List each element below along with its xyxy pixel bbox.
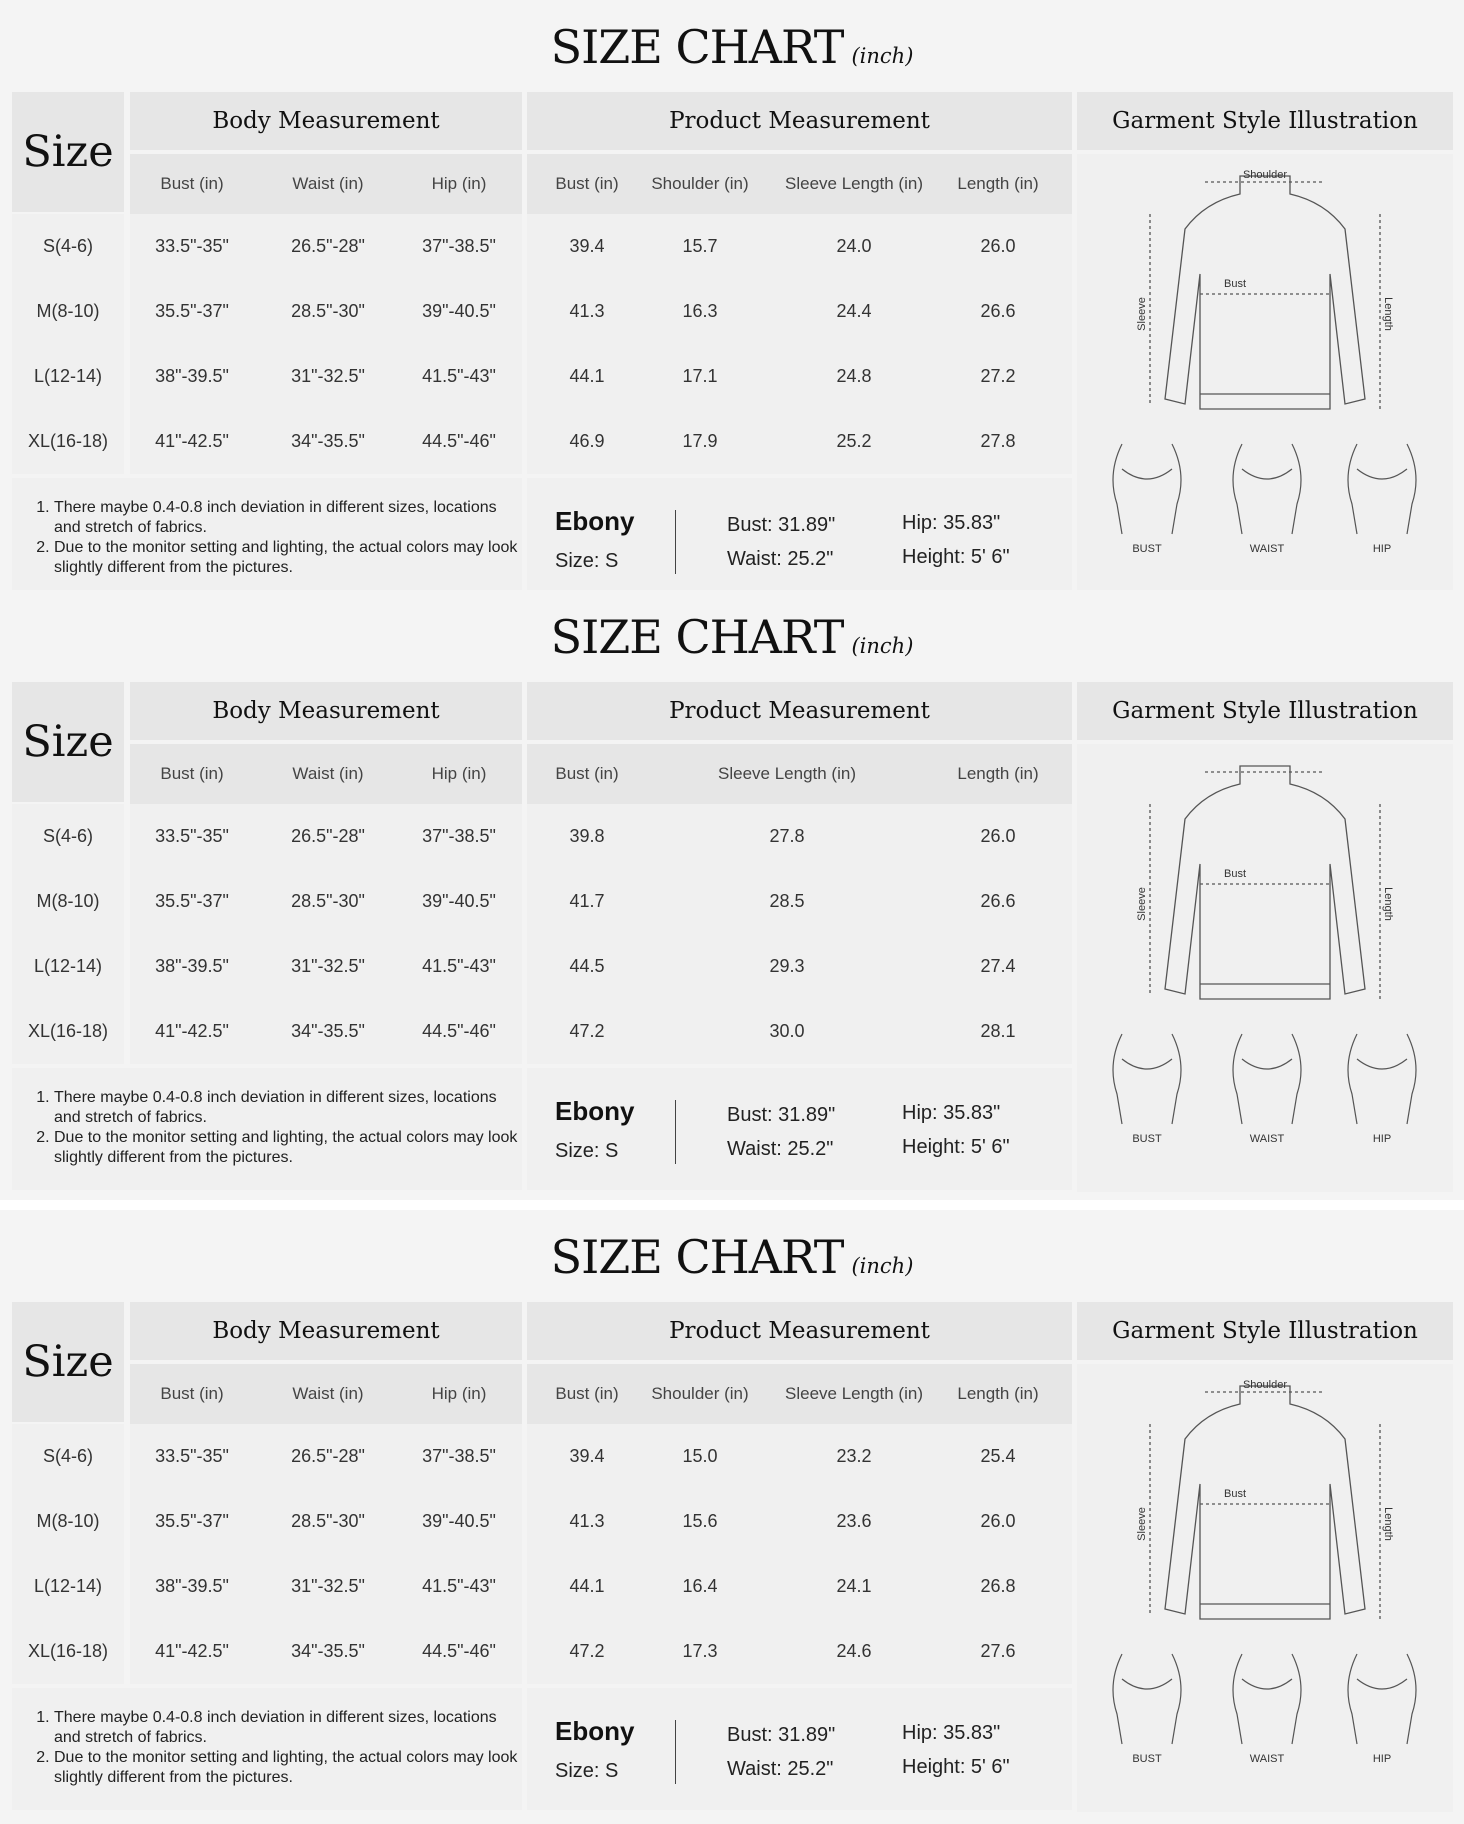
body-value: 38"-39.5" — [155, 956, 229, 976]
size-label: S(4-6) — [42, 1446, 94, 1466]
product-value: 25.4 — [980, 1446, 1016, 1466]
body-value: 44.5"-46" — [422, 1021, 496, 1041]
product-value: 24.8 — [836, 366, 872, 386]
body-value: 44.5"-46" — [422, 431, 496, 451]
size-label: XL(16-18) — [27, 1021, 109, 1041]
figure-label: WAIST — [1249, 543, 1285, 555]
body-measurement-header: Body Measurement — [130, 1302, 522, 1360]
product-column-label: Length (in) — [957, 764, 1039, 783]
product-value: 39.8 — [569, 826, 605, 846]
sweatshirt-outline — [1165, 176, 1365, 409]
product-value: 47.2 — [569, 1641, 605, 1661]
figure-outline — [1348, 1654, 1416, 1744]
chart-unit: (inch) — [851, 44, 914, 68]
product-value: 17.1 — [682, 366, 718, 386]
body-column-label: Waist (in) — [292, 174, 364, 193]
product-value: 15.6 — [682, 1511, 718, 1531]
product-value: 29.3 — [769, 956, 805, 976]
figure-outline — [1233, 1654, 1301, 1744]
model-name: Ebony — [555, 1096, 635, 1126]
body-value: 34"-35.5" — [291, 1641, 365, 1661]
product-value: 41.3 — [569, 301, 605, 321]
product-value: 41.7 — [569, 891, 605, 911]
sweatshirt-outline — [1165, 766, 1365, 999]
product-column-label: Sleeve Length (in) — [785, 1384, 923, 1403]
model-size: Size: S — [555, 1140, 619, 1162]
bust-figure — [1113, 444, 1181, 555]
model-height: Height: 5' 6" — [902, 546, 1010, 568]
body-value: 28.5"-30" — [291, 1511, 365, 1531]
body-value: 35.5"-37" — [155, 1511, 229, 1531]
product-value: 24.6 — [836, 1641, 872, 1661]
size-label: XL(16-18) — [27, 1641, 109, 1661]
model-divider — [675, 510, 676, 574]
body-value: 37"-38.5" — [422, 1446, 496, 1466]
figure-label: WAIST — [1249, 1133, 1285, 1145]
sleeve-label: Sleeve — [1136, 887, 1148, 921]
body-column-label: Bust (in) — [160, 1384, 224, 1403]
product-column-label: Length (in) — [957, 1384, 1039, 1403]
model-size: Size: S — [555, 550, 619, 572]
figure-label: HIP — [1372, 543, 1392, 555]
figure-outline — [1348, 444, 1416, 534]
body-value: 31"-32.5" — [291, 956, 365, 976]
body-value: 38"-39.5" — [155, 366, 229, 386]
figure-label: BUST — [1132, 543, 1162, 555]
hip-figure — [1348, 444, 1416, 555]
garment-illustration-header: Garment Style Illustration — [1077, 682, 1453, 740]
body-value: 35.5"-37" — [155, 301, 229, 321]
note-item: 1. There maybe 0.4-0.8 inch deviation in different sizes, locations and stretch of fabrics. — [54, 1088, 522, 1128]
product-value: 26.0 — [980, 1511, 1016, 1531]
notes-list — [36, 498, 522, 578]
garment-illustration — [1077, 154, 1453, 602]
model-info-box — [527, 1688, 1072, 1810]
chart-title-text: SIZE CHART — [550, 610, 844, 664]
body-column-label: Waist (in) — [292, 764, 364, 783]
size-label: M(8-10) — [36, 1511, 100, 1531]
size-label: M(8-10) — [36, 301, 100, 321]
product-value: 26.0 — [980, 826, 1016, 846]
figure-label: WAIST — [1249, 1753, 1285, 1765]
size-column-header: Size — [12, 682, 124, 802]
chart-title — [0, 0, 1464, 90]
product-value: 24.1 — [836, 1576, 872, 1596]
product-value: 23.2 — [836, 1446, 872, 1466]
size-chart-2 — [0, 590, 1464, 1193]
body-value: 28.5"-30" — [291, 891, 365, 911]
notes-box — [12, 478, 522, 600]
product-value: 24.0 — [836, 236, 872, 256]
model-name: Ebony — [555, 1716, 635, 1746]
note-item: 2. Due to the monitor setting and lighting, the actual colors may look slightly different from the pictures. — [54, 1128, 522, 1168]
product-value: 30.0 — [769, 1021, 805, 1041]
model-waist: Waist: 25.2" — [727, 1138, 834, 1160]
bust-label: Bust — [1223, 868, 1247, 880]
product-value: 26.6 — [980, 301, 1016, 321]
size-label: XL(16-18) — [27, 431, 109, 451]
sleeve-label: Sleeve — [1136, 297, 1148, 331]
notes-box — [12, 1068, 522, 1190]
product-measurement-header: Product Measurement — [527, 1302, 1072, 1360]
body-value: 34"-35.5" — [291, 1021, 365, 1041]
body-value: 37"-38.5" — [422, 826, 496, 846]
size-label: L(12-14) — [33, 366, 103, 386]
product-value: 26.6 — [980, 891, 1016, 911]
bust-label: Bust — [1223, 278, 1247, 290]
product-column-label: Sleeve Length (in) — [785, 174, 923, 193]
model-bust: Bust: 31.89" — [727, 514, 836, 536]
product-value: 17.3 — [682, 1641, 718, 1661]
size-label: M(8-10) — [36, 891, 100, 911]
garment-illustration-header: Garment Style Illustration — [1077, 1302, 1453, 1360]
product-column-label: Bust (in) — [555, 174, 619, 193]
model-hip: Hip: 35.83" — [902, 512, 1001, 534]
product-value: 26.8 — [980, 1576, 1016, 1596]
body-value: 37"-38.5" — [422, 236, 496, 256]
hip-figure — [1348, 1654, 1416, 1765]
product-value: 28.1 — [980, 1021, 1016, 1041]
model-waist: Waist: 25.2" — [727, 1758, 834, 1780]
waist-figure — [1233, 1034, 1301, 1145]
product-value: 44.5 — [569, 956, 605, 976]
body-column-label: Hip (in) — [431, 1384, 487, 1403]
note-item: 1. There maybe 0.4-0.8 inch deviation in different sizes, locations and stretch of fabrics. — [54, 498, 522, 538]
product-value: 47.2 — [569, 1021, 605, 1041]
sleeve-label: Sleeve — [1136, 1507, 1148, 1541]
garment-drawing — [1077, 744, 1453, 1204]
model-divider — [675, 1720, 676, 1784]
product-value: 26.0 — [980, 236, 1016, 256]
body-value: 33.5"-35" — [155, 826, 229, 846]
product-column-label: Shoulder (in) — [651, 174, 749, 193]
figure-outline — [1113, 1654, 1181, 1744]
notes-list — [36, 1708, 522, 1788]
model-height: Height: 5' 6" — [902, 1136, 1010, 1158]
chart-title — [0, 590, 1464, 680]
size-chart-3 — [0, 1200, 1464, 1810]
product-value: 41.3 — [569, 1511, 605, 1531]
body-value: 34"-35.5" — [291, 431, 365, 451]
product-value: 25.2 — [836, 431, 872, 451]
body-value: 39"-40.5" — [422, 301, 496, 321]
figure-label: HIP — [1372, 1133, 1392, 1145]
length-label: Length — [1382, 297, 1394, 331]
product-measurement-header: Product Measurement — [527, 92, 1072, 150]
body-value: 35.5"-37" — [155, 891, 229, 911]
model-size: Size: S — [555, 1760, 619, 1782]
garment-illustration-header: Garment Style Illustration — [1077, 92, 1453, 150]
shoulder-label: Shoulder — [1242, 1379, 1288, 1391]
body-value: 41"-42.5" — [155, 1021, 229, 1041]
body-value: 26.5"-28" — [291, 826, 365, 846]
body-value: 31"-32.5" — [291, 366, 365, 386]
product-value: 39.4 — [569, 236, 605, 256]
chart-title-text: SIZE CHART — [550, 20, 844, 74]
body-value: 39"-40.5" — [422, 891, 496, 911]
product-value: 23.6 — [836, 1511, 872, 1531]
product-value: 15.0 — [682, 1446, 718, 1466]
body-value: 41"-42.5" — [155, 1641, 229, 1661]
size-column-header: Size — [12, 92, 124, 212]
model-hip: Hip: 35.83" — [902, 1102, 1001, 1124]
size-label: L(12-14) — [33, 956, 103, 976]
length-label: Length — [1382, 887, 1394, 921]
chart-unit: (inch) — [851, 1254, 914, 1278]
garment-drawing — [1077, 1364, 1453, 1824]
bust-label: Bust — [1223, 1488, 1247, 1500]
body-column-label: Hip (in) — [431, 764, 487, 783]
garment-drawing — [1077, 154, 1453, 614]
figure-outline — [1348, 1034, 1416, 1124]
product-value: 27.8 — [769, 826, 805, 846]
product-value: 17.9 — [682, 431, 718, 451]
product-column-label: Shoulder (in) — [651, 1384, 749, 1403]
model-divider — [675, 1100, 676, 1164]
notes-box — [12, 1688, 522, 1810]
size-label: S(4-6) — [42, 826, 94, 846]
product-measurement-header: Product Measurement — [527, 682, 1072, 740]
body-measurement-header: Body Measurement — [130, 92, 522, 150]
product-value: 39.4 — [569, 1446, 605, 1466]
model-name: Ebony — [555, 506, 635, 536]
hip-figure — [1348, 1034, 1416, 1145]
product-value: 44.1 — [569, 366, 605, 386]
body-value: 38"-39.5" — [155, 1576, 229, 1596]
body-value: 41.5"-43" — [422, 1576, 496, 1596]
bust-figure — [1113, 1034, 1181, 1145]
body-value: 26.5"-28" — [291, 236, 365, 256]
model-hip: Hip: 35.83" — [902, 1722, 1001, 1744]
figure-label: BUST — [1132, 1753, 1162, 1765]
chart-title-text: SIZE CHART — [550, 1230, 844, 1284]
body-column-label: Bust (in) — [160, 764, 224, 783]
size-label: S(4-6) — [42, 236, 94, 256]
product-value: 24.4 — [836, 301, 872, 321]
model-waist: Waist: 25.2" — [727, 548, 834, 570]
product-value: 44.1 — [569, 1576, 605, 1596]
body-measurement-header: Body Measurement — [130, 682, 522, 740]
body-value: 39"-40.5" — [422, 1511, 496, 1531]
shoulder-label: Shoulder — [1242, 169, 1288, 181]
figure-outline — [1233, 1034, 1301, 1124]
size-chart-1 — [0, 0, 1464, 590]
product-value: 27.6 — [980, 1641, 1016, 1661]
chart-title — [0, 1210, 1464, 1300]
product-column-label: Bust (in) — [555, 764, 619, 783]
size-label: L(12-14) — [33, 1576, 103, 1596]
body-value: 33.5"-35" — [155, 236, 229, 256]
figure-outline — [1233, 444, 1301, 534]
model-bust: Bust: 31.89" — [727, 1724, 836, 1746]
product-column-label: Sleeve Length (in) — [718, 764, 856, 783]
body-value: 26.5"-28" — [291, 1446, 365, 1466]
body-value: 41.5"-43" — [422, 956, 496, 976]
chart-unit: (inch) — [851, 634, 914, 658]
length-label: Length — [1382, 1507, 1394, 1541]
size-column-header: Size — [12, 1302, 124, 1422]
product-value: 27.4 — [980, 956, 1016, 976]
model-bust: Bust: 31.89" — [727, 1104, 836, 1126]
waist-figure — [1233, 1654, 1301, 1765]
body-column-label: Hip (in) — [431, 174, 487, 193]
model-info-box — [527, 1068, 1072, 1190]
bust-figure — [1113, 1654, 1181, 1765]
body-value: 28.5"-30" — [291, 301, 365, 321]
figure-label: BUST — [1132, 1133, 1162, 1145]
product-column-label: Length (in) — [957, 174, 1039, 193]
product-value: 27.2 — [980, 366, 1016, 386]
product-value: 16.3 — [682, 301, 718, 321]
body-value: 44.5"-46" — [422, 1641, 496, 1661]
body-column-label: Waist (in) — [292, 1384, 364, 1403]
model-info-box — [527, 478, 1072, 600]
figure-label: HIP — [1372, 1753, 1392, 1765]
product-value: 28.5 — [769, 891, 805, 911]
product-value: 46.9 — [569, 431, 605, 451]
product-value: 16.4 — [682, 1576, 718, 1596]
note-item: 1. There maybe 0.4-0.8 inch deviation in different sizes, locations and stretch of fabrics. — [54, 1708, 522, 1748]
product-column-label: Bust (in) — [555, 1384, 619, 1403]
note-item: 2. Due to the monitor setting and lighting, the actual colors may look slightly different from the pictures. — [54, 538, 522, 578]
garment-illustration — [1077, 1364, 1453, 1812]
note-item: 2. Due to the monitor setting and lighting, the actual colors may look slightly different from the pictures. — [54, 1748, 522, 1788]
figure-outline — [1113, 444, 1181, 534]
garment-illustration — [1077, 744, 1453, 1192]
waist-figure — [1233, 444, 1301, 555]
product-value: 27.8 — [980, 431, 1016, 451]
body-value: 31"-32.5" — [291, 1576, 365, 1596]
body-value: 41"-42.5" — [155, 431, 229, 451]
figure-outline — [1113, 1034, 1181, 1124]
notes-list — [36, 1088, 522, 1168]
body-value: 33.5"-35" — [155, 1446, 229, 1466]
model-height: Height: 5' 6" — [902, 1756, 1010, 1778]
sweatshirt-outline — [1165, 1386, 1365, 1619]
body-column-label: Bust (in) — [160, 174, 224, 193]
product-value: 15.7 — [682, 236, 718, 256]
body-value: 41.5"-43" — [422, 366, 496, 386]
